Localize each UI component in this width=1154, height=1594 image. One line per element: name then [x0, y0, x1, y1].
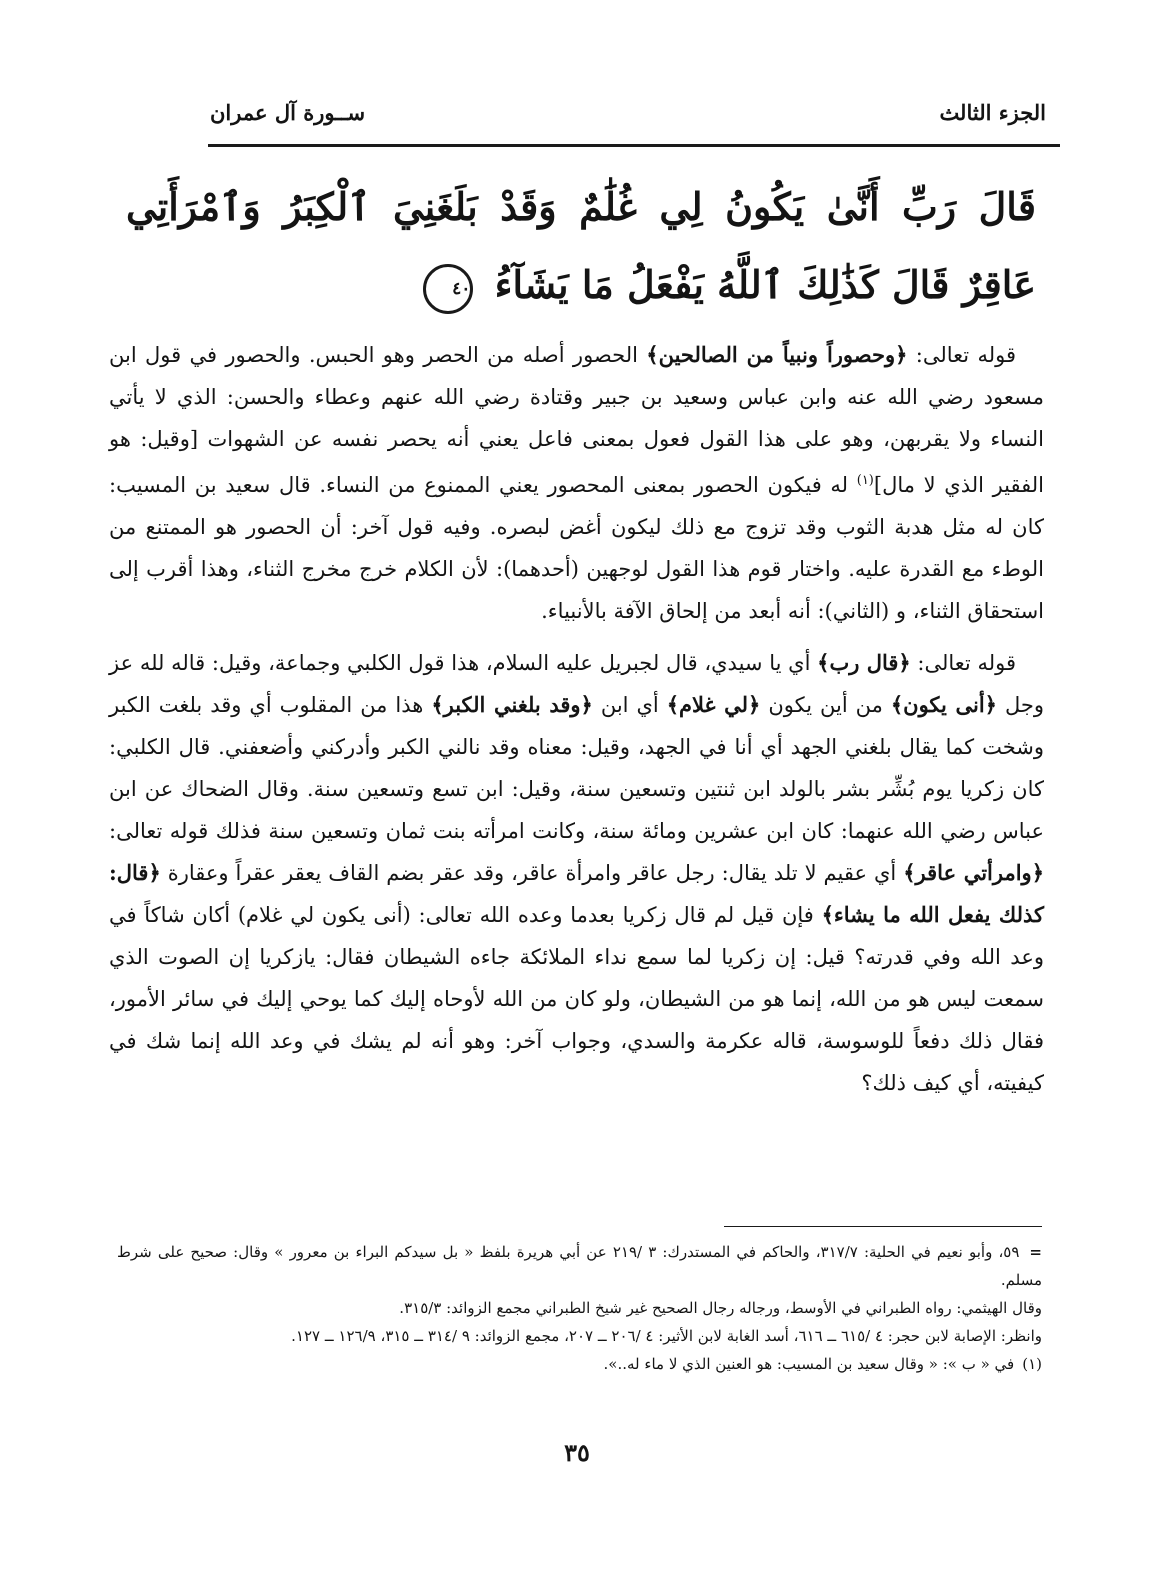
- quote-hasur: ﴿وحصوراً ونبياً من الصالحين﴾: [646, 342, 908, 367]
- footnote-continued-3: وانظر: الإصابة لابن حجر: ٤ /٦١٥ ــ ٦١٦، أسد الغابة لابن الأثير: ٤ /٢٠٦ ــ ٢٠٧، مجمع الزوائد: ٩ /٣١٤ ــ ٣١٥، ١٢٦/٩ ــ ١٢٧.: [291, 1327, 1042, 1345]
- quote-anna-yakun: ﴿أنى يكون﴾: [890, 692, 997, 717]
- commentary-body: [109, 334, 1044, 1104]
- paragraph-2: [109, 642, 1044, 1104]
- p2-text-2: من أين يكون: [760, 693, 891, 717]
- verse-text: قَالَ رَبِّ أَنَّىٰ يَكُونُ لِي غُلَٰمٌ وَقَدْ بَلَغَنِيَ ٱلْكِبَرُ وَٱمْرَأَتِي عَاقِرٌ قَالَ كَذَٰلِكَ ٱللَّهُ يَفْعَلُ مَا يَشَآءُ: [126, 184, 1036, 307]
- quran-verse: [126, 168, 1036, 324]
- p2-text-6: فإن قيل لم قال زكريا بعدما وعده الله تعالى: (أنى يكون لي غلام) أكان شاكاً في وعد الله وفي قدرته؟ قيل: إن زكريا لما سمع نداء الملائكة جاءه الشيطان فقال: يازكريا إن الصوت الذي سمعت ليس هو من الله، إنما هو من الشيطان، ولو كان من الله لأوحاه إليك كما يوحي إليك في سائر الأمور، فقال ذلك دفعاً للوسوسة، قاله عكرمة والسدي، وجواب آخر: وهو أنه لم يشك في وعد الله إنما شك في كيفيته، أي كيف ذلك؟: [109, 903, 1044, 1095]
- footnote-number: (١): [1022, 1355, 1042, 1373]
- p2-text-1: أي يا سيدي، قال لجبريل عليه السلام، هذا قول الكلبي وجماعة، وقيل: قاله لله عز وجل: [109, 651, 1044, 717]
- footnote-1-text: في « ب »: « وقال سعيد بن المسيب: هو العنين الذي لا ماء له..».: [603, 1355, 1015, 1373]
- p1-text-1: الحصور أصله من الحصر وهو الحبس. والحصور في قول ابن مسعود رضي الله عنه وابن عباس وسعيد بن جبير وقتادة رضي الله عنهم وعطاء والحسن: الذي لا يأتي النساء ولا يقربهن، وهو على هذا القول فعول بمعنى فاعل يعني أنه يحصر نفسه عن الشهوات [وقيل: هو الفقير الذي لا مال]: [109, 343, 1044, 497]
- quote-kadhalika: ﴿قال: كذلك يفعل الله ما يشاء﴾: [109, 860, 1044, 927]
- p2-text-4: هذا من المقلوب أي وقد بلغت الكبر وشخت كما يقال بلغني الجهد أي أنا في الجهد، وقيل: معناه وقد نالني الكبر وأدركني وأضعفني. قال الكلبي: كان زكريا يوم بُشِّر بشر بالولد ابن ثنتين وتسعين سنة، وقيل: ابن تسع وتسعين سنة. وقال الضحاك عن ابن عباس رضي الله عنهما: كان ابن عشرين ومائة سنة، وكانت امرأته بنت ثمان وتسعين سنة فذلك قوله تعالى:: [109, 693, 1044, 843]
- quote-qala-rabb: ﴿قال رب﴾: [817, 650, 911, 675]
- header-rule: [208, 144, 1060, 147]
- ayah-number-marker: ٤٠: [423, 264, 473, 314]
- continuation-mark: =: [1029, 1243, 1042, 1261]
- p1-text-2: له فيكون الحصور بمعنى المحصور يعني الممنوع من النساء. قال سعيد بن المسيب: كان له مثل هدبة الثوب وقد تزوج مع ذلك ليكون أغض لبصره. وفيه قول آخر: أن الحصور هو الممتنع من الوطء مع القدرة عليه. واختار قوم هذا القول لوجهين (أحدهما): لأن الكلام خرج مخرج الثناء، وهذا أقرب إلى استحقاق الثناء، و (الثاني): أنه أبعد من إلحاق الآفة بالأنبياء.: [109, 473, 1044, 623]
- page-number: ٣٥: [564, 1438, 590, 1467]
- footnote-ref-1: (١): [856, 473, 874, 488]
- footnote-continued-1: [117, 1238, 1042, 1294]
- paragraph-1: [109, 334, 1044, 632]
- quote-imraati-aqir: ﴿وامرأتي عاقر﴾: [903, 860, 1045, 885]
- footnote-1: [117, 1350, 1042, 1378]
- footnotes: [117, 1238, 1042, 1378]
- p2-lead: قوله تعالى:: [910, 651, 1017, 675]
- footnote-rule: [724, 1226, 1042, 1227]
- surah-title: ســورة آل عمران: [210, 100, 366, 125]
- part-title: الجزء الثالث: [939, 100, 1046, 125]
- footnote-continued-2: وقال الهيثمي: رواه الطبراني في الأوسط، ورجاله رجال الصحيح غير شيخ الطبراني مجمع الزوائد: ٣١٥/٣.: [399, 1299, 1042, 1317]
- p2-text-5: أي عقيم لا تلد يقال: رجل عاقر وامرأة عاقر، وقد عقر بضم القاف يعقر عقراً وعقارة: [160, 861, 904, 885]
- p2-text-3: أي ابن: [592, 693, 667, 717]
- footnote-line-1: ٥٩، وأبو نعيم في الحلية: ٣١٧/٧، والحاكم في المستدرك: ٣ /٢١٩ عن أبي هريرة بلفظ « بل سيدكم البراء بن معرور » وقال: صحيح على شرط مسلم.: [117, 1243, 1042, 1289]
- p1-lead: قوله تعالى:: [907, 343, 1016, 367]
- quote-li-ghulam: ﴿لي غلام﴾: [666, 692, 761, 717]
- quote-balaghani-alkibar: ﴿وقد بلغني الكبر﴾: [431, 692, 593, 717]
